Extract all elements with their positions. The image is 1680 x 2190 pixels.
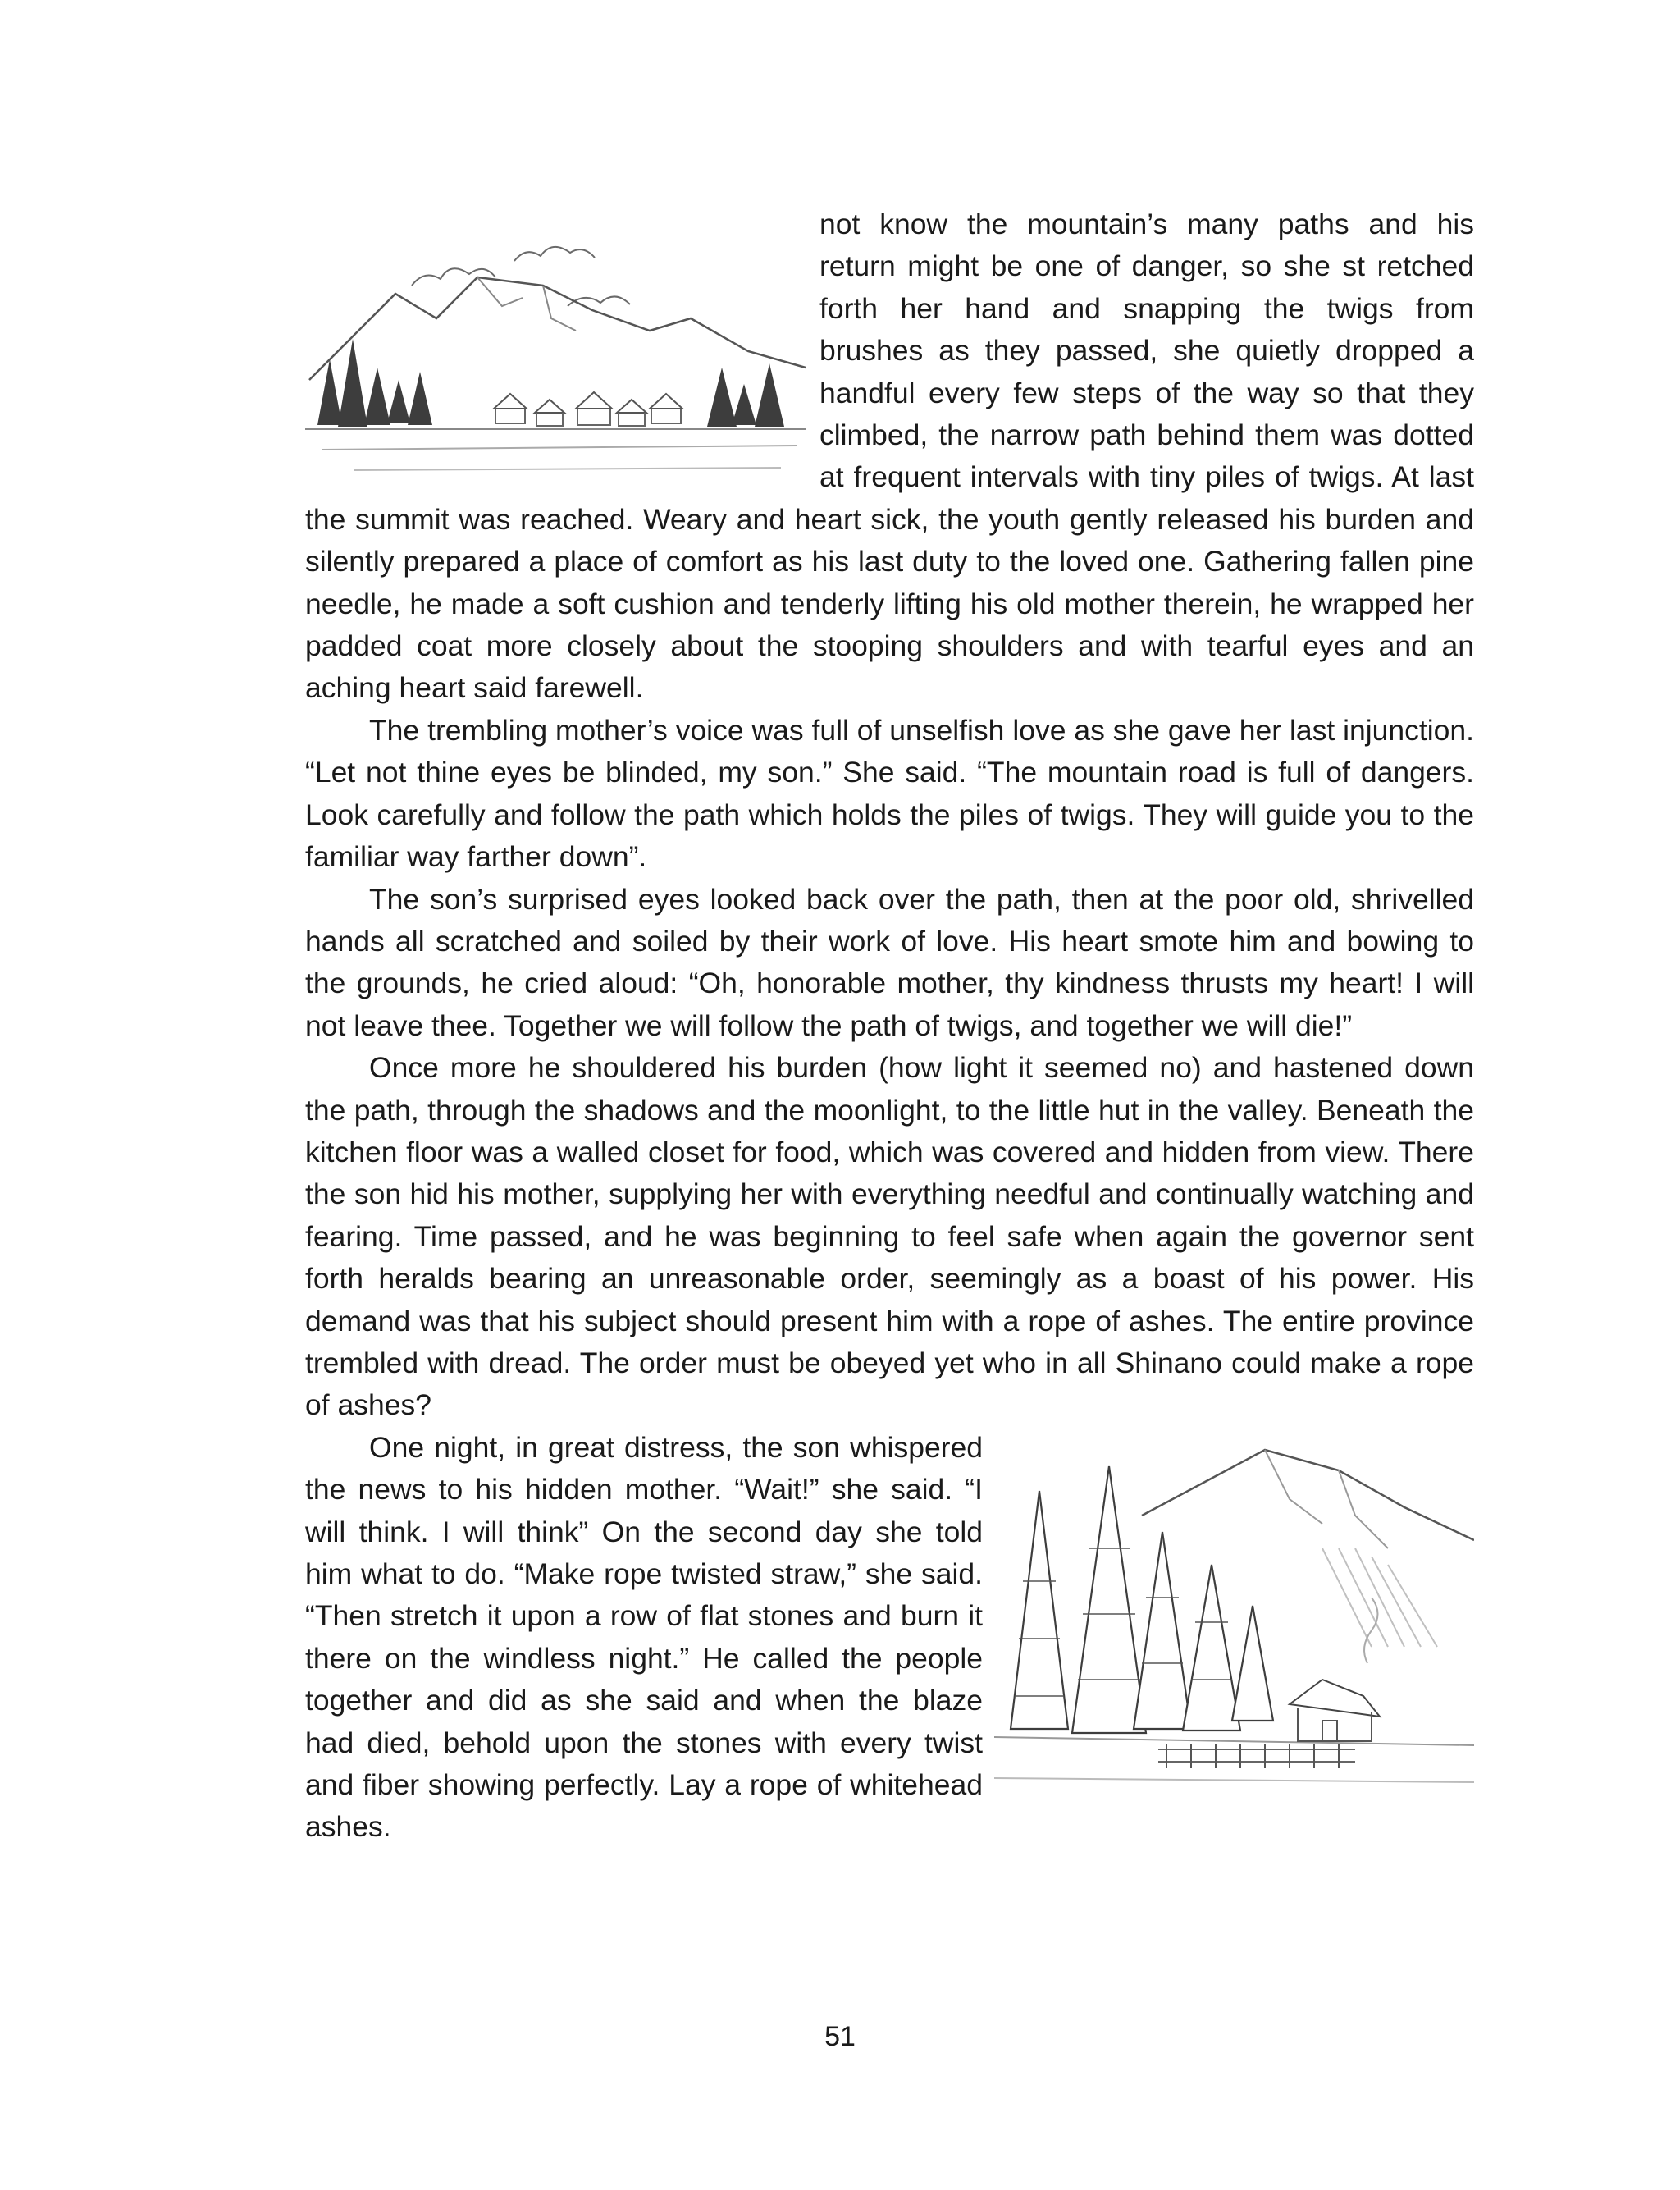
paragraph-4: Once more he shouldered his burden (how light it seemed no) and hastened down the path, through the shadows and the moonlight, to the little hut in the valley. Beneath the kitchen floor was a walled closet for food, which was covered and hidden from view. There the son hid his mother, supplying her with everything needful and continually watching and fearing. Time passed, and he was beginning to feel safe when again the governor sent forth heralds bearing an unreasonable order, seemingly as a boast of his power. His demand was that his subject should present him with a rope of ashes. The entire province trembled with dread. The order must be obeyed yet who in all Shinano could make a rope of ashes? [305,1051,1474,1422]
paragraph-3: The son’s surprised eyes looked back over the path, then at the poor old, shrivelled hands all scratched and soiled by their work of love. His heart smote him and bowing to the grounds, he cried aloud: “Oh, honorable mother, thy kindness thrusts my heart! I will not leave thee. Together we will follow the path of twigs, and together we will die!” [305,882,1474,1042]
paragraph-2: The trembling mother’s voice was full of unselfish love as she gave her last injunction. “Let not thine eyes be blinded, my son.” She said. “The mountain road is full of dangers. Look carefully and follow the path which holds the piles of twigs. They will guide you to the familiar way farther down”. [305,713,1474,874]
snowy-forest-hut-illustration [994,1433,1474,1795]
page-number: 51 [824,2021,856,2052]
paragraph-5: One night, in great distress, the son whispered the news to his hidden mother. “Wait!” she said. “I will think. I will think” On the second day she told him what to do. “Make rope twisted straw,” she said. “Then stretch it upon a row of flat stones and burn it there on the windless night.” He called the people together and did as she said and when the blaze had died, behold upon the stones with every twist and fiber showing perfectly. Lay a rope of whitehead ashes. [305,1430,983,1844]
mountain-village-illustration [305,162,810,487]
paragraph-1: not know the mountain’s many paths and his return might be one of danger, so she st retched forth her hand and snapping the twigs from brushes as they passed, she quietly dropped a handful every few steps of the way so that they climbed, the narrow path behind them was dotted at frequent intervals with tiny piles of twigs. At last the summit was reached. Weary and heart sick, the youth gently released his burden and silently prepared a place of comfort as his last duty to the loved one. Gathering fallen pine needle, he made a soft cushion and tenderly lifting his old mother therein, he wrapped her padded coat more closely about the stooping shoulders and with tearful eyes and an aching heart said farewell. [305,208,1474,705]
page-body [305,203,1474,1849]
